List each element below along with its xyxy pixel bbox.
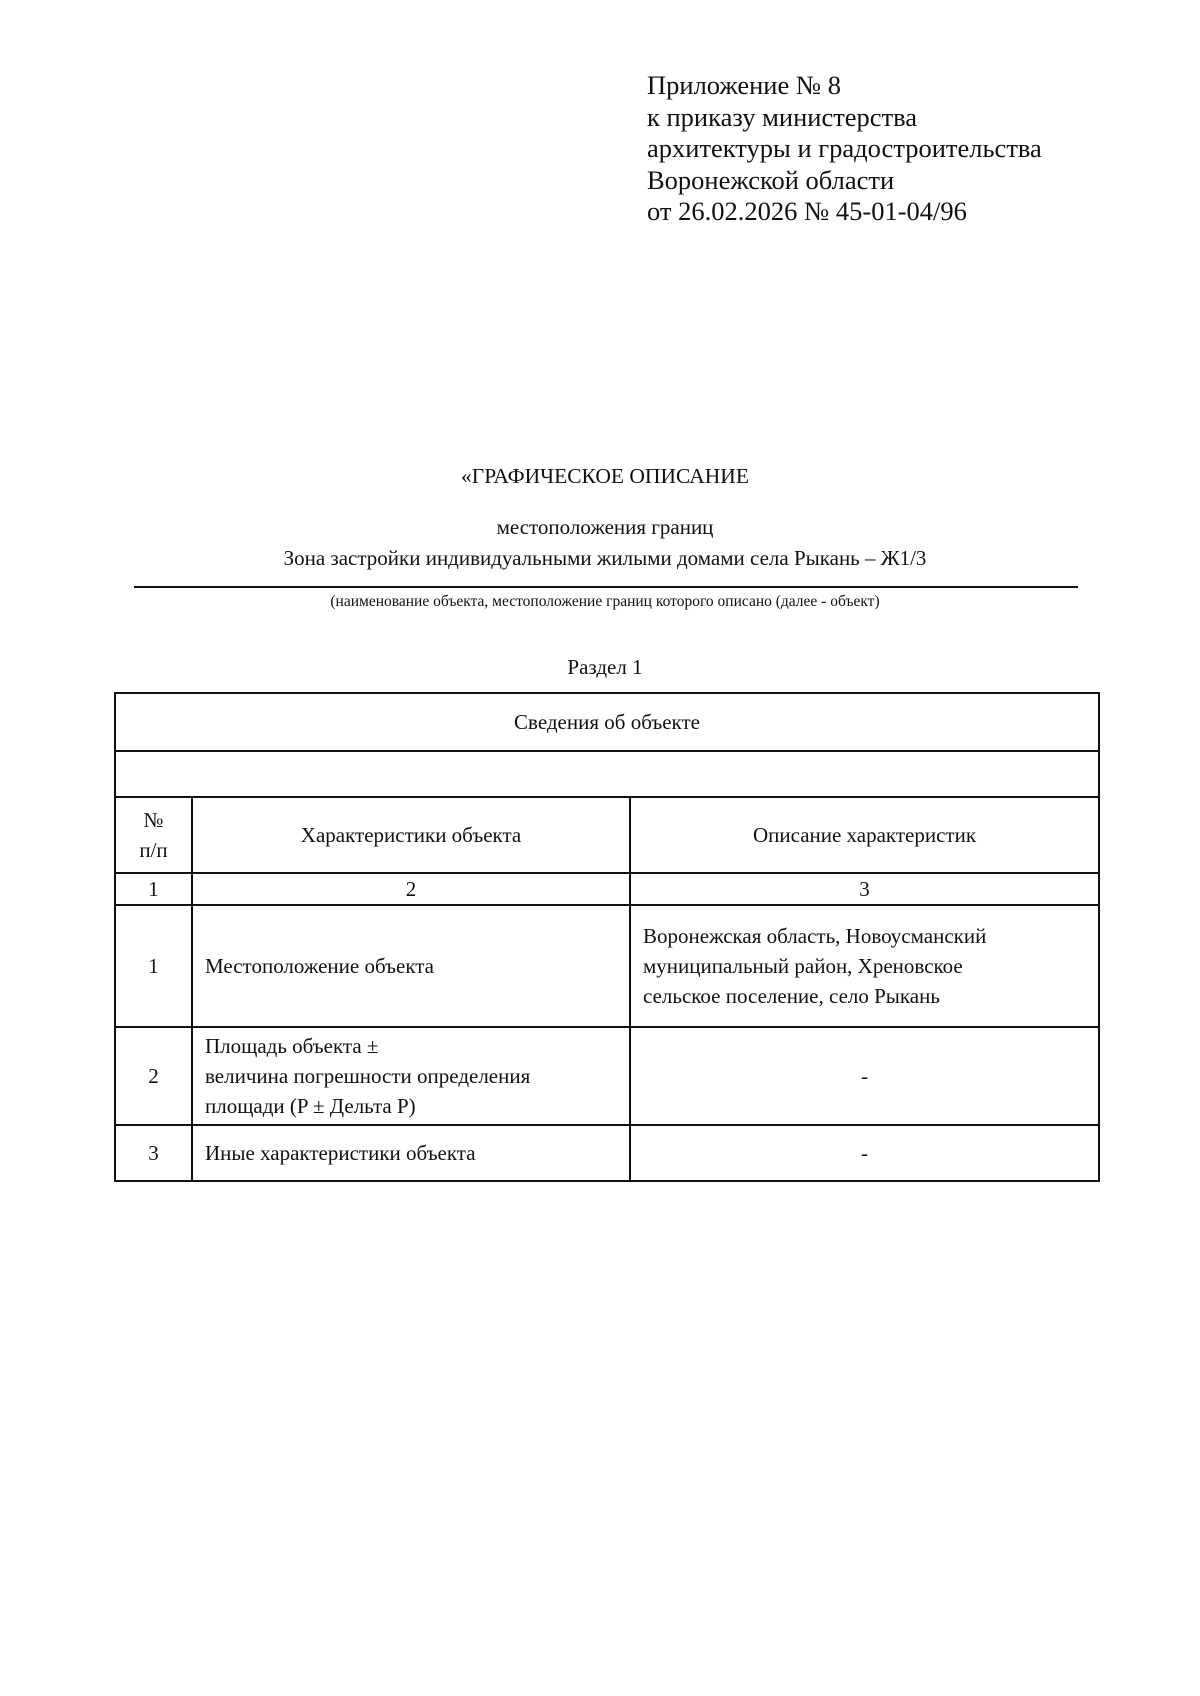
column-number: 2 [192, 873, 630, 905]
row-number: 3 [115, 1125, 192, 1181]
empty-cell [115, 751, 1099, 797]
row-description: - [630, 1027, 1099, 1125]
column-number: 1 [115, 873, 192, 905]
document-title: «ГРАФИЧЕСКОЕ ОПИСАНИЕ [461, 464, 749, 488]
object-caption: (наименование объекта, местоположение границ которого описано (далее - объект) [330, 593, 880, 610]
table-title-row [115, 693, 1099, 751]
row-characteristic: Иные характеристики объекта [192, 1125, 630, 1181]
object-name: Зона застройки индивидуальными жилыми домами села Рыкань – Ж1/3 [283, 546, 927, 570]
row-description: Воронежская область, Новоусманский муниципальный район, Хреновское сельское поселение, село Рыкань [630, 905, 1099, 1027]
row-description: - [630, 1125, 1099, 1181]
table-empty-row [115, 751, 1099, 797]
appendix-line: архитектуры и градостроительства [647, 133, 1042, 163]
column-header-description: Описание характеристик [630, 797, 1099, 873]
object-info-table [114, 692, 1100, 1182]
table-title: Сведения об объекте [115, 693, 1099, 751]
document-subtitle [0, 512, 1200, 574]
section-title: Раздел 1 [567, 655, 643, 679]
subtitle-line: местоположения границ [496, 515, 714, 539]
appendix-line: к приказу министерства [647, 101, 918, 132]
row-characteristic: Площадь объекта ± величина погрешности определения площади (P ± Дельта P) [192, 1027, 630, 1125]
row-number: 2 [115, 1027, 192, 1125]
column-header-characteristic: Характеристики объекта [192, 797, 630, 873]
appendix-line: Воронежской области [647, 164, 895, 195]
column-number-row [115, 873, 1099, 905]
row-number: 1 [115, 905, 192, 1027]
table-row [115, 1125, 1099, 1181]
table-row [115, 905, 1099, 1027]
appendix-line: Приложение № 8 [647, 70, 842, 100]
appendix-line: от 26.02.2026 № 45-01-04/96 [647, 196, 967, 226]
column-number: 3 [630, 873, 1099, 905]
appendix-reference [647, 70, 1042, 228]
underline-rule [134, 586, 1078, 588]
table-row [115, 1027, 1099, 1125]
table-header-row [115, 797, 1099, 873]
column-header-number: № п/п [115, 797, 192, 873]
row-characteristic: Местоположение объекта [192, 905, 630, 1027]
